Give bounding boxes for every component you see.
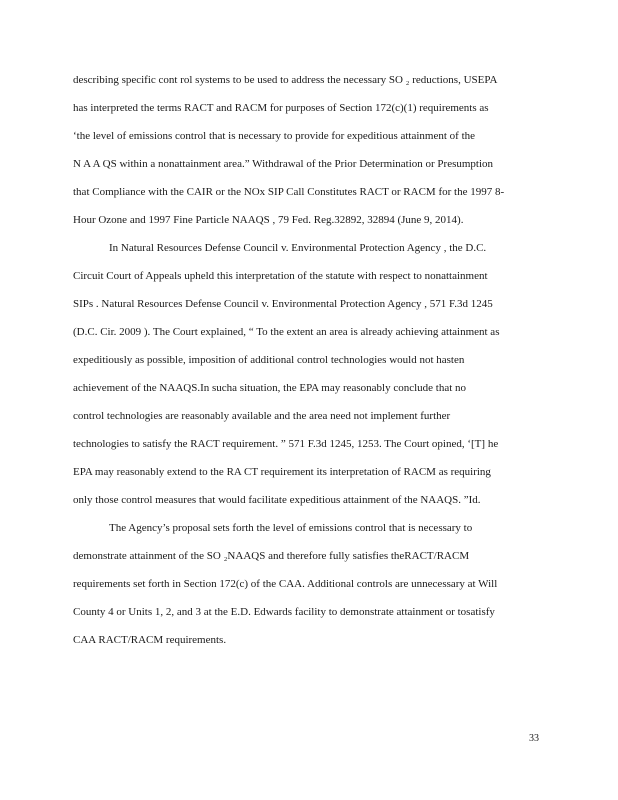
paragraph-2-line-6: achievement of the NAAQS.In sucha situation, the EPA may reasonably conclude that no	[73, 382, 467, 394]
paragraph-2-line-10: only those control measures that would facilitate expeditious attainment of the NAAQS. ”Id.	[73, 494, 481, 506]
paragraph-3-line-3: requirements set forth in Section 172(c) of the CAA. Additional controls are unnecessary at Will	[73, 578, 498, 590]
paragraph-2-line-2: Circuit Court of Appeals upheld this interpretation of the statute with respect to nonattainment	[73, 270, 488, 282]
paragraph-2-line-9: EPA may reasonably extend to the RA CT requirement its interpretation of RACM as requiring	[73, 466, 491, 478]
paragraph-3-line-5: CAA RACT/RACM requirements.	[73, 634, 227, 646]
paragraph-2-line-8: technologies to satisfy the RACT requirement. ” 571 F.3d 1245, 1253. The Court opined, ‘[T] he	[73, 438, 499, 450]
paragraph-2-line-7: control technologies are reasonably available and the area need not implement further	[73, 410, 451, 422]
paragraph-3-line-4: County 4 or Units 1, 2, and 3 at the E.D. Edwards facility to demonstrate attainment or tosatisfy	[73, 606, 495, 618]
paragraph-2-line-4: (D.C. Cir. 2009 ). The Court explained, “ To the extent an area is already achieving attainment as	[73, 326, 500, 338]
paragraph-1-line-3: ‘the level of emissions control that is necessary to provide for expeditious attainment of the	[73, 130, 476, 142]
paragraph-2-line-1: In Natural Resources Defense Council v. Environmental Protection Agency , the D.C.	[109, 242, 487, 254]
paragraph-3-line-1: The Agency’s proposal sets forth the level of emissions control that is necessary to	[109, 522, 473, 534]
paragraph-2-line-5: expeditiously as possible, imposition of additional control technologies would not hasten	[73, 354, 465, 366]
paragraph-1-line-4: N A A QS within a nonattainment area.” Withdrawal of the Prior Determination or Presumption	[73, 158, 494, 170]
paragraph-1-line-1: describing specific cont rol systems to be used to address the necessary SO ₂ reductions, USEPA	[73, 74, 498, 86]
paragraph-1-line-6: Hour Ozone and 1997 Fine Particle NAAQS , 79 Fed. Reg.32892, 32894 (June 9, 2014).	[73, 214, 464, 226]
paragraph-1-line-5: that Compliance with the CAIR or the NOx SIP Call Constitutes RACT or RACM for the 1997 8-	[73, 186, 505, 198]
paragraph-2-line-3: SIPs . Natural Resources Defense Council v. Environmental Protection Agency , 571 F.3d 1245	[73, 298, 493, 310]
paragraph-3-line-2: demonstrate attainment of the SO ₂NAAQS and therefore fully satisfies theRACT/RACM	[73, 550, 470, 562]
page-number: 33	[529, 733, 539, 744]
paragraph-1-line-2: has interpreted the terms RACT and RACM for purposes of Section 172(c)(1) requirements as	[73, 102, 489, 114]
